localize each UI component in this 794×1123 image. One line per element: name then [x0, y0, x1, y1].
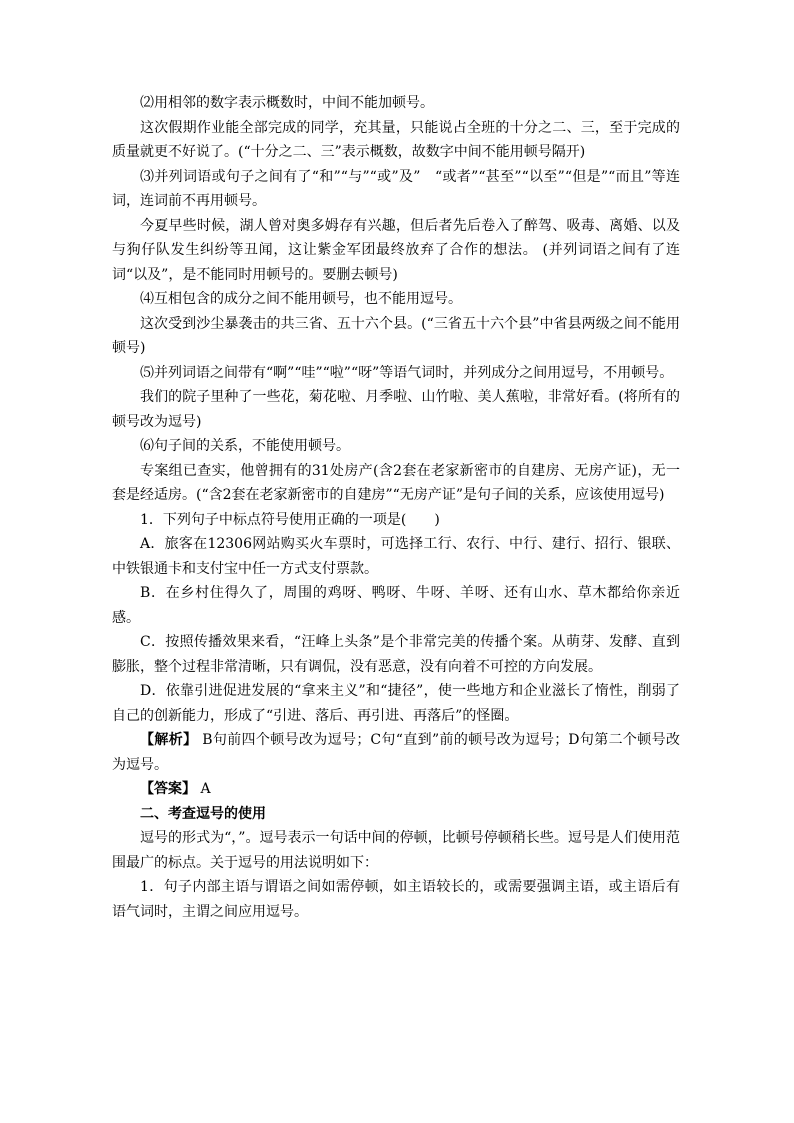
answer-label: 【答案】 — [140, 781, 196, 797]
rule-item-1: 1．句子内部主语与谓语之间如需停顿，如主语较长的，或需要强调主语，或主语后有语气词时，主谓之间应用逗号。 — [112, 879, 680, 920]
rule-item-2: ⑵用相邻的数字表示概数时，中间不能加顿号。 — [140, 95, 434, 111]
example-paragraph: 这次假期作业能全部完成的同学，充其量，只能说占全班的十分之二、三，至于完成的质量就更不好说了。(“十分之二、三”表示概数，故数字中间不能用顿号隔开) — [112, 119, 680, 160]
analysis-text: B句前四个顿号改为逗号；C句“直到”前的顿号改为逗号；D句第二个顿号改为逗号。 — [112, 732, 680, 773]
question-stem: 1．下列句子中标点符号使用正确的一项是( ) — [140, 511, 440, 528]
example-paragraph: 专案组已查实，他曾拥有的31处房产(含2套在老家新密市的自建房、无房产证)，无一套是经适房。(“含2套在老家新密市的自建房”“无房产证”是句子间的关系，应该使用逗号) — [112, 462, 680, 503]
rule-item-4: ⑷互相包含的成分之间不能用顿号，也不能用逗号。 — [140, 291, 462, 307]
answer-paragraph — [112, 777, 680, 802]
document-body — [112, 91, 680, 924]
question-option-d: D．依靠引进促进发展的“拿来主义”和“捷径”，使一些地方和企业滋长了惰性，削弱了自己的创新能力，形成了“引进、落后、再引进、再落后”的怪圈。 — [112, 683, 680, 724]
analysis-label: 【解析】 — [140, 732, 198, 748]
section-heading: 二、考查逗号的使用 — [140, 805, 266, 822]
rule-item-5: ⑸并列词语之间带有“啊”“哇”“啦”“呀”等语气词时，并列成分之间用逗号，不用顿号。 — [140, 364, 674, 381]
example-paragraph: 我们的院子里种了一些花，菊花啦、月季啦、山竹啦、美人蕉啦，非常好看。(将所有的顿号改为逗号) — [112, 389, 680, 430]
question-option-b: B．在乡村住得久了，周围的鸡呀、鸭呀、牛呀、羊呀、还有山水、草木都给你亲近感。 — [112, 585, 680, 626]
analysis-paragraph — [112, 728, 680, 777]
question-option-a: A．旅客在12306网站购买火车票时，可选择工行、农行、中行、建行、招行、银联、中铁银通卡和支付宝中任一方式支付票款。 — [112, 536, 680, 577]
rule-item-6: ⑹句子间的关系，不能使用顿号。 — [140, 438, 350, 454]
question-option-c: C．按照传播效果来看，“汪峰上头条”是个非常完美的传播个案。从萌芽、发酵、直到膨胀，整个过程非常清晰，只有调侃，没有恶意，没有向着不可控的方向发展。 — [112, 634, 680, 675]
example-paragraph: 今夏早些时候，湖人曾对奥多姆存有兴趣，但后者先后卷入了醉驾、吸毒、离婚、以及与狗仔队发生纠纷等丑闻，这让紫金军团最终放弃了合作的想法。 (并列词语之间有了连词“以及”，是不能同时用顿号的。要删去顿号) — [112, 217, 680, 283]
answer-text: A — [196, 781, 211, 797]
rule-item-3: ⑶并列词语或句子之间有了“和”“与”“或”及” “或者”“甚至”“以至”“但是”“而且”等连词，连词前不再用顿号。 — [112, 168, 680, 209]
example-paragraph: 这次受到沙尘暴袭击的共三省、五十六个县。(“三省五十六个县”中省县两级之间不能用顿号) — [112, 315, 680, 356]
intro-paragraph: 逗号的形式为“，”。逗号表示一句话中间的停顿，比顿号停顿稍长些。逗号是人们使用范围最广的标点。关于逗号的用法说明如下： — [112, 830, 680, 871]
